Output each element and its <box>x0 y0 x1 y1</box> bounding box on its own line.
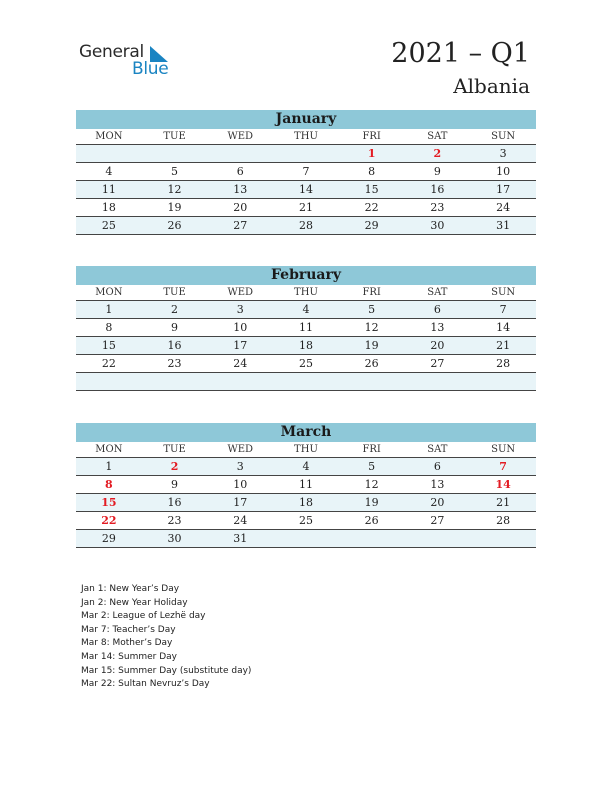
month-header: February <box>76 266 536 285</box>
week-row <box>76 530 536 548</box>
day-cell: 24 <box>207 512 273 530</box>
weekday-label: FRI <box>339 285 405 301</box>
day-cell <box>273 145 339 163</box>
day-cell: 13 <box>405 476 471 494</box>
week-row <box>76 199 536 217</box>
week-row <box>76 458 536 476</box>
day-cell <box>76 373 142 391</box>
week-row <box>76 476 536 494</box>
weekday-label: SUN <box>470 285 536 301</box>
day-cell: 26 <box>339 512 405 530</box>
day-cell: 15 <box>76 337 142 355</box>
month-header: March <box>76 423 536 442</box>
day-cell: 23 <box>142 355 208 373</box>
day-cell: 16 <box>142 337 208 355</box>
day-cell: 19 <box>339 337 405 355</box>
week-row <box>76 494 536 512</box>
day-cell: 1 <box>76 301 142 319</box>
holiday-note: Mar 2: League of Lezhë day <box>81 611 206 622</box>
week-row <box>76 512 536 530</box>
weekday-label: THU <box>273 442 339 458</box>
day-cell: 10 <box>207 319 273 337</box>
weekday-label: SUN <box>470 129 536 145</box>
weekday-label: MON <box>76 285 142 301</box>
day-cell: 20 <box>405 494 471 512</box>
day-cell: 24 <box>470 199 536 217</box>
day-cell: 15 <box>76 494 142 512</box>
day-cell: 17 <box>207 337 273 355</box>
day-cell: 28 <box>273 217 339 235</box>
day-cell: 17 <box>470 181 536 199</box>
day-cell: 5 <box>339 301 405 319</box>
day-cell: 26 <box>142 217 208 235</box>
week-row <box>76 355 536 373</box>
day-cell: 21 <box>470 494 536 512</box>
day-cell: 30 <box>405 217 471 235</box>
day-cell <box>76 145 142 163</box>
day-cell: 22 <box>76 355 142 373</box>
day-cell: 25 <box>273 512 339 530</box>
weekday-label: FRI <box>339 129 405 145</box>
day-cell: 26 <box>339 355 405 373</box>
day-cell: 29 <box>339 217 405 235</box>
holiday-notes <box>81 583 251 692</box>
day-cell: 27 <box>207 217 273 235</box>
day-cell: 14 <box>470 476 536 494</box>
holiday-note: Mar 8: Mother’s Day <box>81 638 173 649</box>
day-cell: 6 <box>405 458 471 476</box>
month-calendar-january <box>76 110 536 235</box>
day-cell: 11 <box>273 319 339 337</box>
day-cell <box>339 373 405 391</box>
day-cell: 14 <box>470 319 536 337</box>
week-row <box>76 145 536 163</box>
day-cell: 8 <box>339 163 405 181</box>
holiday-note: Mar 15: Summer Day (substitute day) <box>81 665 252 676</box>
day-cell: 29 <box>76 530 142 548</box>
day-cell: 27 <box>405 512 471 530</box>
day-cell: 17 <box>207 494 273 512</box>
logo-blue-text: Blue <box>132 59 169 79</box>
week-row <box>76 217 536 235</box>
day-cell <box>470 530 536 548</box>
day-cell: 15 <box>339 181 405 199</box>
day-cell: 10 <box>207 476 273 494</box>
day-cell <box>470 373 536 391</box>
weekday-label: SAT <box>405 442 471 458</box>
country-name: Albania <box>453 74 530 98</box>
day-cell <box>273 373 339 391</box>
day-cell: 23 <box>405 199 471 217</box>
day-cell: 2 <box>142 458 208 476</box>
day-cell: 7 <box>470 301 536 319</box>
day-cell: 1 <box>339 145 405 163</box>
day-cell: 4 <box>76 163 142 181</box>
day-cell: 2 <box>142 301 208 319</box>
day-cell: 12 <box>339 319 405 337</box>
weekday-label: SUN <box>470 442 536 458</box>
day-cell: 18 <box>76 199 142 217</box>
week-row <box>76 319 536 337</box>
holiday-note: Jan 2: New Year Holiday <box>81 597 188 608</box>
day-cell: 13 <box>207 181 273 199</box>
day-cell: 21 <box>470 337 536 355</box>
day-cell: 28 <box>470 512 536 530</box>
weekday-label: WED <box>207 129 273 145</box>
day-cell: 24 <box>207 355 273 373</box>
week-row <box>76 373 536 391</box>
day-cell: 11 <box>76 181 142 199</box>
weekday-label: TUE <box>142 442 208 458</box>
weekday-label: FRI <box>339 442 405 458</box>
day-cell: 31 <box>470 217 536 235</box>
week-row <box>76 163 536 181</box>
day-cell: 10 <box>470 163 536 181</box>
weekday-label: TUE <box>142 285 208 301</box>
day-cell: 27 <box>405 355 471 373</box>
day-cell: 25 <box>273 355 339 373</box>
day-cell <box>405 373 471 391</box>
weekday-label: THU <box>273 129 339 145</box>
day-cell: 11 <box>273 476 339 494</box>
weekday-label: SAT <box>405 129 471 145</box>
day-cell: 19 <box>339 494 405 512</box>
day-cell: 4 <box>273 301 339 319</box>
day-cell: 8 <box>76 319 142 337</box>
day-cell: 19 <box>142 199 208 217</box>
holiday-note: Mar 22: Sultan Nevruz’s Day <box>81 679 210 690</box>
day-cell: 12 <box>339 476 405 494</box>
day-cell: 18 <box>273 337 339 355</box>
day-cell <box>273 530 339 548</box>
weekday-label: THU <box>273 285 339 301</box>
logo-general-text: General <box>79 42 144 62</box>
day-cell: 16 <box>405 181 471 199</box>
day-cell <box>207 373 273 391</box>
day-cell <box>142 373 208 391</box>
day-cell: 20 <box>405 337 471 355</box>
day-cell: 20 <box>207 199 273 217</box>
day-cell <box>339 530 405 548</box>
day-cell: 31 <box>207 530 273 548</box>
day-cell: 22 <box>339 199 405 217</box>
day-cell: 5 <box>142 163 208 181</box>
week-row <box>76 181 536 199</box>
weekday-label: SAT <box>405 285 471 301</box>
calendar-grid <box>76 442 536 548</box>
day-cell: 22 <box>76 512 142 530</box>
day-cell <box>405 530 471 548</box>
day-cell: 9 <box>142 319 208 337</box>
day-cell: 25 <box>76 217 142 235</box>
day-cell: 18 <box>273 494 339 512</box>
day-cell: 5 <box>339 458 405 476</box>
day-cell: 6 <box>207 163 273 181</box>
day-cell: 16 <box>142 494 208 512</box>
page-title: 2021 – Q1 <box>391 38 530 69</box>
weekday-label: WED <box>207 442 273 458</box>
day-cell: 28 <box>470 355 536 373</box>
week-row <box>76 337 536 355</box>
day-cell: 8 <box>76 476 142 494</box>
day-cell: 2 <box>405 145 471 163</box>
day-cell: 12 <box>142 181 208 199</box>
day-cell: 23 <box>142 512 208 530</box>
month-header: January <box>76 110 536 129</box>
weekday-label: WED <box>207 285 273 301</box>
week-row <box>76 301 536 319</box>
day-cell: 7 <box>470 458 536 476</box>
holiday-note: Jan 1: New Year’s Day <box>81 584 180 594</box>
day-cell <box>207 145 273 163</box>
day-cell: 30 <box>142 530 208 548</box>
month-calendar-march <box>76 423 536 548</box>
month-calendar-february <box>76 266 536 391</box>
day-cell: 7 <box>273 163 339 181</box>
day-cell: 9 <box>405 163 471 181</box>
calendar-grid <box>76 285 536 391</box>
holiday-note: Mar 7: Teacher’s Day <box>81 624 176 635</box>
day-cell: 3 <box>470 145 536 163</box>
day-cell: 4 <box>273 458 339 476</box>
day-cell: 6 <box>405 301 471 319</box>
day-cell: 21 <box>273 199 339 217</box>
holiday-note: Mar 14: Summer Day <box>81 651 178 662</box>
weekday-label: MON <box>76 442 142 458</box>
day-cell: 1 <box>76 458 142 476</box>
logo <box>79 42 179 82</box>
weekday-label: MON <box>76 129 142 145</box>
calendar-grid <box>76 129 536 235</box>
day-cell <box>142 145 208 163</box>
day-cell: 3 <box>207 301 273 319</box>
day-cell: 9 <box>142 476 208 494</box>
day-cell: 13 <box>405 319 471 337</box>
day-cell: 14 <box>273 181 339 199</box>
weekday-label: TUE <box>142 129 208 145</box>
day-cell: 3 <box>207 458 273 476</box>
